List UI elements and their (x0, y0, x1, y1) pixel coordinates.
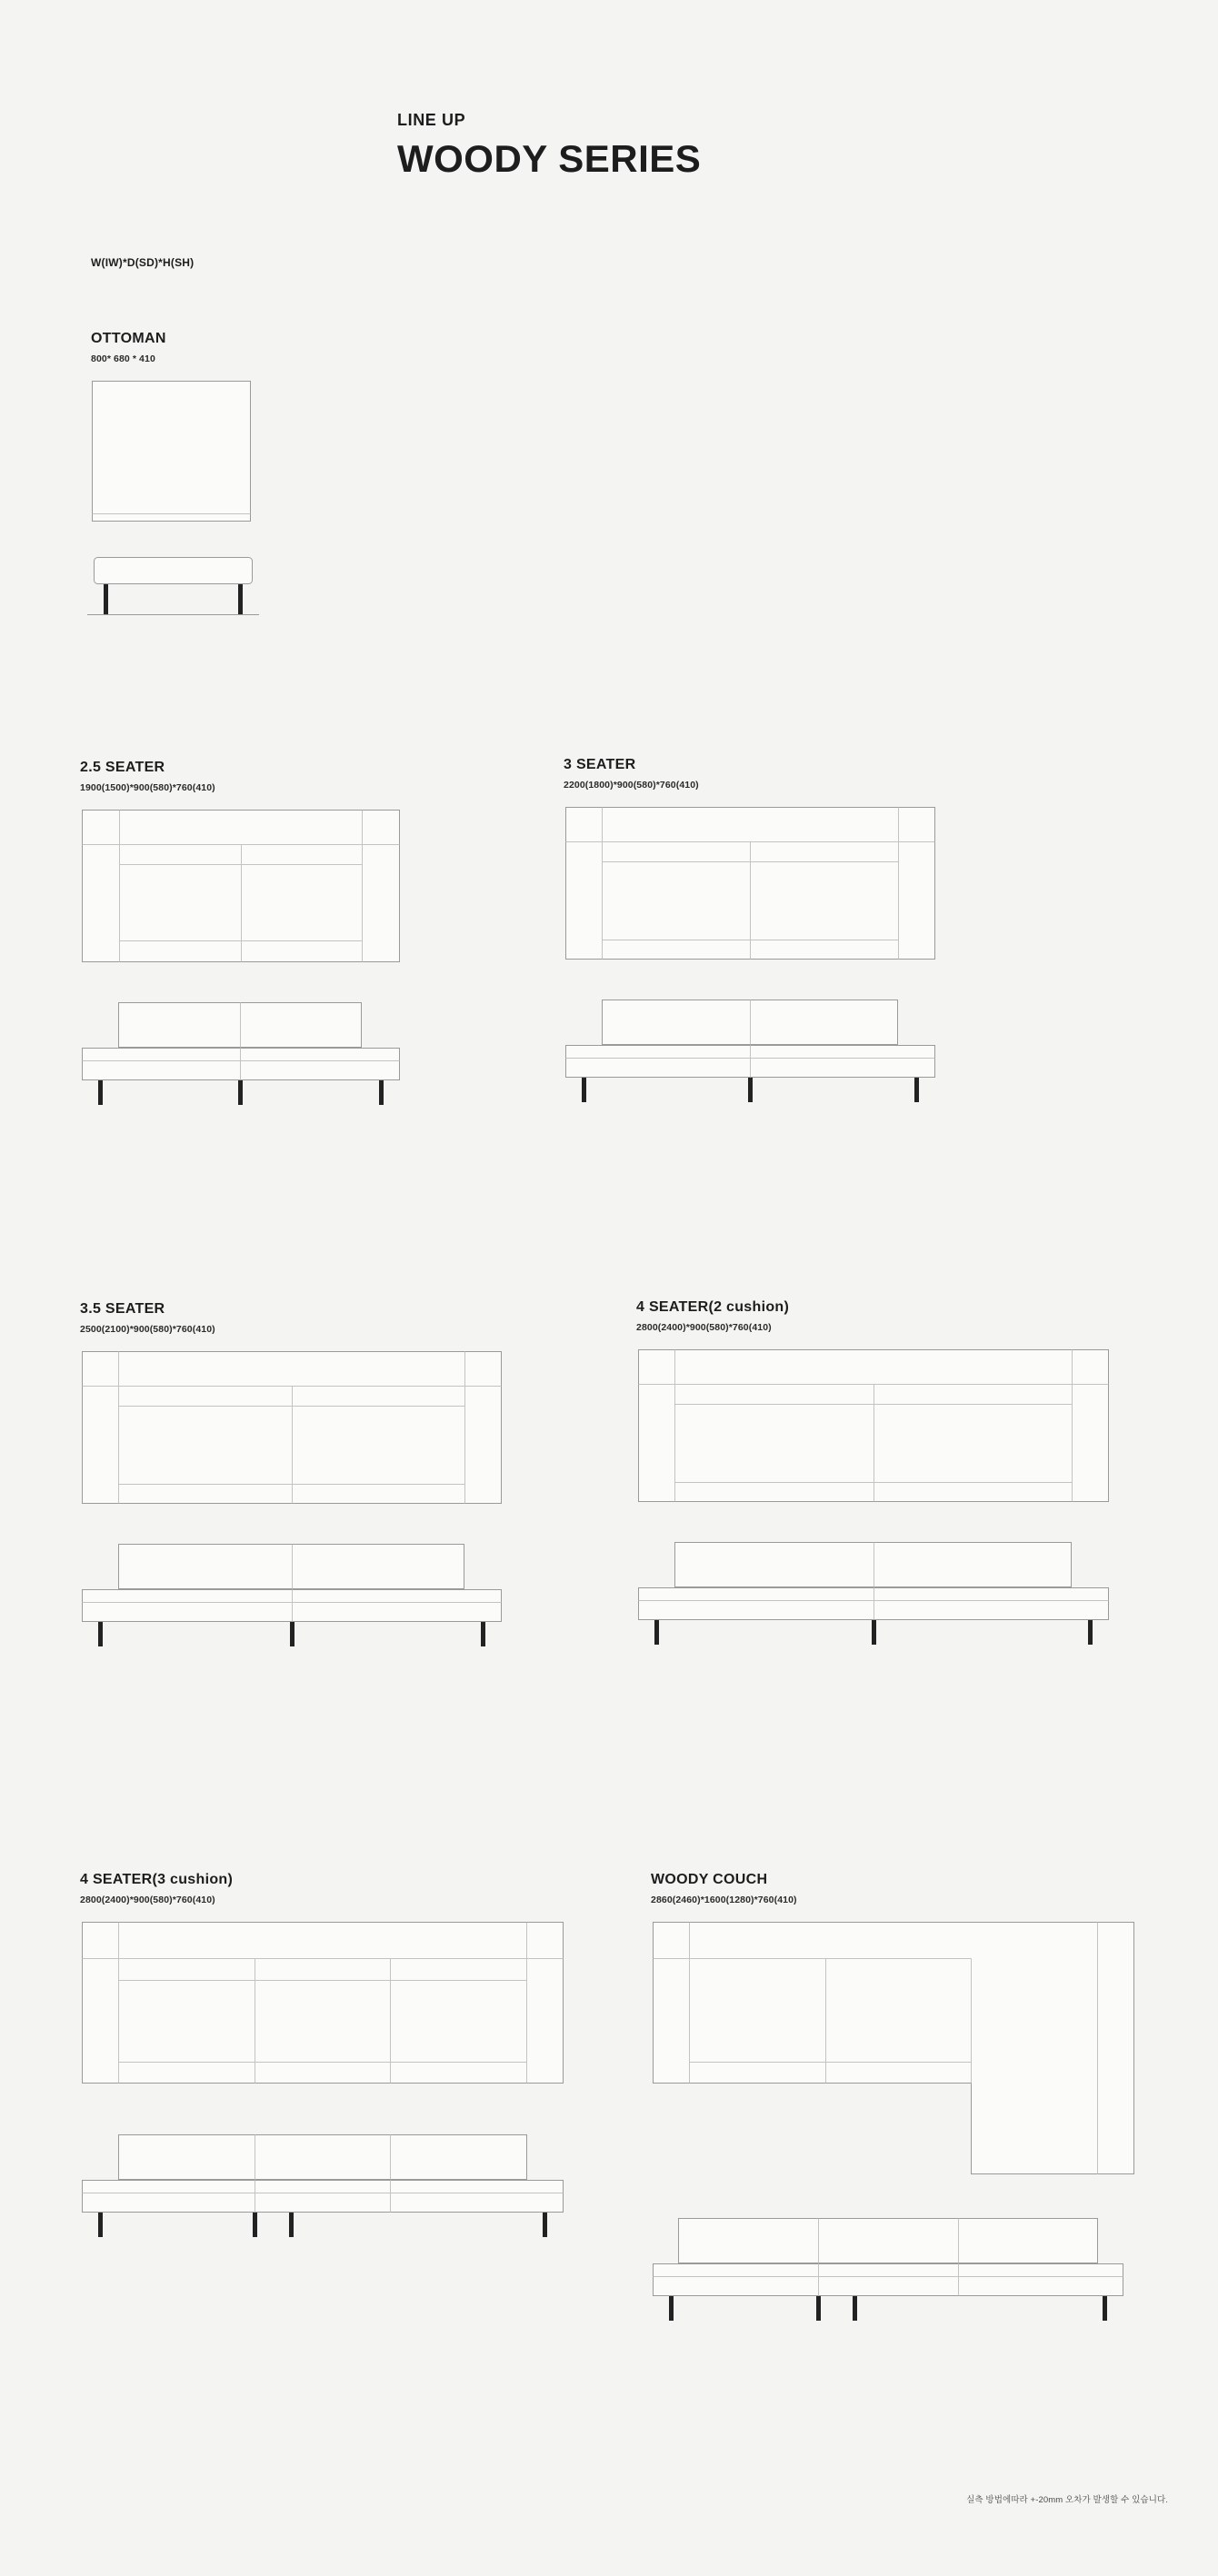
seater3-top-view (564, 801, 945, 974)
product-dimensions: 2860(2460)*1600(1280)*760(410) (651, 1895, 797, 1905)
seater3-front-view (564, 994, 945, 1117)
product-title: 3.5 SEATER (80, 1301, 165, 1317)
product-views (80, 1346, 516, 1661)
product-ottoman (91, 331, 273, 645)
seater35-front-view (80, 1538, 516, 1661)
seater35-top-view (80, 1346, 516, 1518)
product-2_5-seater (80, 760, 425, 1119)
page-title: WOODY SERIES (397, 137, 702, 180)
product-title: 2.5 SEATER (80, 760, 165, 775)
product-dimensions: 2800(2400)*900(580)*760(410) (636, 1322, 772, 1333)
ottoman-front-view (80, 541, 271, 645)
product-dimensions: 2800(2400)*900(580)*760(410) (80, 1895, 215, 1905)
product-woody-couch (651, 1872, 1142, 2340)
product-3_5-seater (80, 1301, 516, 1661)
product-dimensions: 800* 680 * 410 (91, 353, 155, 364)
seater25-front-view (80, 997, 425, 1119)
product-4-seater-2-cushion (636, 1299, 1118, 1659)
couch-top-view (651, 1916, 1142, 2180)
product-title: 4 SEATER(2 cushion) (636, 1299, 790, 1315)
page-kicker: LINE UP (397, 111, 466, 129)
product-views (564, 801, 945, 1117)
product-views (91, 375, 273, 645)
product-dimensions: 1900(1500)*900(580)*760(410) (80, 782, 215, 793)
dimension-legend: W(IW)*D(SD)*H(SH) (91, 256, 195, 269)
page-header (397, 111, 701, 181)
product-views (80, 1916, 571, 2256)
product-title: OTTOMAN (91, 331, 166, 346)
product-views (651, 1916, 1142, 2340)
product-title: 3 SEATER (564, 757, 636, 772)
product-dimensions: 2500(2100)*900(580)*760(410) (80, 1324, 215, 1335)
couch-front-view (651, 2213, 1142, 2340)
seater25-top-view (80, 804, 425, 977)
seater4b-top-view (80, 1916, 571, 2098)
product-3-seater (564, 757, 945, 1117)
ottoman-top-view (91, 375, 273, 530)
measurement-footnote: 실측 방법에따라 +-20mm 오차가 발생할 수 있습니다. (966, 2495, 1168, 2505)
product-title: WOODY COUCH (651, 1872, 768, 1887)
seater4a-front-view (636, 1537, 1118, 1659)
product-views (636, 1344, 1118, 1659)
seater4b-front-view (80, 2129, 571, 2256)
product-4-seater-3-cushion (80, 1872, 571, 2256)
product-dimensions: 2200(1800)*900(580)*760(410) (564, 780, 699, 791)
seater4a-top-view (636, 1344, 1118, 1517)
product-title: 4 SEATER(3 cushion) (80, 1872, 234, 1887)
product-views (80, 804, 425, 1119)
